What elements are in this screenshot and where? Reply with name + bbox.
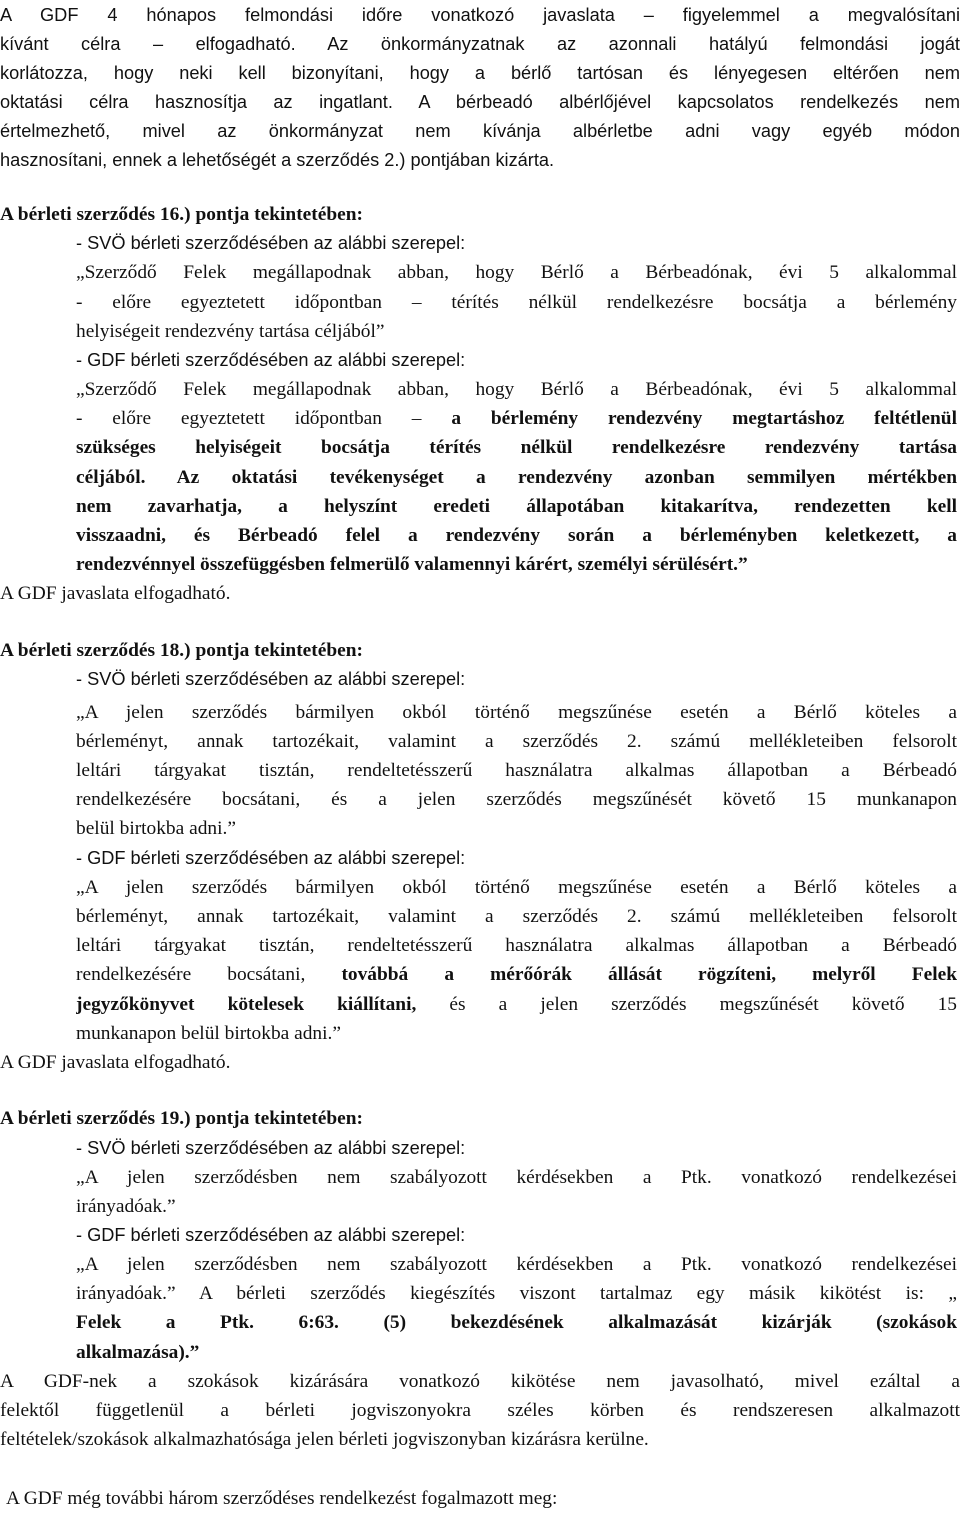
intro-line: A GDF 4 hónapos felmondási időre vonatkozó javaslata – figyelemmel a megvalósítani <box>0 5 960 25</box>
gdf-quote-bold-line: szükséges helyiségeit bocsátja térítés nélkül rendelkezésre rendezvény tartása <box>76 437 957 458</box>
gdf-quote-line: „Szerződő Felek megállapodnak abban, hogy Bérlő a Bérbeadónak, évi 5 alkalommal <box>76 379 957 400</box>
gdf-quote-line <box>76 404 957 433</box>
closing-line: A GDF még további három szerződéses rendelkezést fogalmazott meg: <box>6 1488 558 1509</box>
gdf-quote-plain: - előre egyeztetett időpontban – <box>76 408 452 429</box>
gdf-label: - GDF bérleti szerződésében az alábbi szerepel: <box>76 848 466 868</box>
gdf-quote-line: „A jelen szerződés bármilyen okból történő megszűnése esetén a Bérlő köteles a <box>76 877 957 898</box>
svo-quote-line: belül birtokba adni.” <box>76 818 236 839</box>
svo-quote-line: - előre egyeztetett időpontban – térítés nélkül rendelkezésre bocsátja a bérlemény <box>76 292 957 313</box>
section-16-heading: A bérleti szerződés 16.) pontja tekintetében: <box>0 204 363 225</box>
svo-quote-line: rendelkezésére bocsátani, és a jelen szerződés megszűnését követő 15 munkanapon <box>76 789 957 810</box>
gdf-quote-bold-line: Felek a Ptk. 6:63. (5) bekezdésének alkalmazását kizárják (szokások <box>76 1312 957 1333</box>
svo-label: - SVÖ bérleti szerződésében az alábbi szerepel: <box>76 1138 466 1158</box>
gdf-label: - GDF bérleti szerződésében az alábbi szerepel: <box>76 1225 466 1245</box>
section-16-conclusion: A GDF javaslata elfogadható. <box>0 583 231 604</box>
gdf-quote-bold: továbbá a mérőórák állását rögzíteni, melyről Felek <box>341 964 957 985</box>
section-18-heading: A bérleti szerződés 18.) pontja tekintetében: <box>0 640 363 661</box>
svo-label: - SVÖ bérleti szerződésében az alábbi szerepel: <box>76 233 466 253</box>
gdf-quote-bold-line: visszaadni, és Bérbeadó felel a rendezvény során a bérleményben keletkezett, a <box>76 525 957 546</box>
svo-quote-line: bérleményt, annak tartozékait, valamint a szerződés 2. számú mellékleteiben felsorolt <box>76 731 957 752</box>
gdf-quote-bold-line: céljából. Az oktatási tevékenységet a rendezvény azonban semmilyen mértékben <box>76 467 957 488</box>
svo-label: - SVÖ bérleti szerződésében az alábbi szerepel: <box>76 669 466 689</box>
svo-quote-line: leltári tárgyakat tisztán, rendeltetésszerű használatra alkalmas állapotban a Bérbeadó <box>76 760 957 781</box>
gdf-quote-bold: jegyzőkönyvet kötelesek kiállítani, <box>76 994 417 1015</box>
gdf-quote-line <box>76 960 957 989</box>
gdf-quote-plain: és a jelen szerződés megszűnését követő 15 <box>416 994 957 1015</box>
gdf-quote-bold-line: nem zavarhatja, a helyszínt eredeti állapotában kitakarítva, rendezetten kell <box>76 496 957 517</box>
svo-quote-line: „A jelen szerződésben nem szabályozott kérdésekben a Ptk. vonatkozó rendelkezései <box>76 1167 957 1188</box>
gdf-quote-line <box>76 990 957 1019</box>
intro-line: oktatási célra hasznosítja az ingatlant. A bérbeadó albérlőjével kapcsolatos rendelkezés nem <box>0 92 960 112</box>
gdf-quote-bold-line: rendezvénnyel összefüggésben felmerülő valamennyi kárért, személyi sérülésért.” <box>76 554 748 575</box>
gdf-quote-line: munkanapon belül birtokba adni.” <box>76 1023 341 1044</box>
gdf-quote-plain: rendelkezésére bocsátani, <box>76 964 342 985</box>
svo-quote-line: helyiségeit rendezvény tartása céljából” <box>76 321 385 342</box>
svo-quote-line: irányadóak.” <box>76 1196 176 1217</box>
svo-quote-line: „Szerződő Felek megállapodnak abban, hogy Bérlő a Bérbeadónak, évi 5 alkalommal <box>76 262 957 283</box>
gdf-quote-line: irányadóak.” A bérleti szerződés kiegészítés viszont tartalmaz egy másik kikötést is: „ <box>76 1283 957 1304</box>
gdf-quote-bold: a bérlemény rendezvény megtartáshoz feltétlenül <box>451 408 957 429</box>
final-paragraph-line: felektől függetlenül a bérleti jogviszonyokra széles körben és rendszeresen alkalmazott <box>0 1400 960 1421</box>
intro-line: korlátozza, hogy neki kell bizonyítani, hogy a bérlő tartósan és lényegesen eltérően nem <box>0 63 960 83</box>
final-paragraph-line: A GDF-nek a szokások kizárására vonatkozó kikötése nem javasolható, mivel ezáltal a <box>0 1371 960 1392</box>
final-paragraph-line: feltételek/szokások alkalmazhatósága jelen bérleti jogviszonyban kizárásra kerülne. <box>0 1429 649 1450</box>
svo-quote-line: „A jelen szerződés bármilyen okból történő megszűnése esetén a Bérlő köteles a <box>76 702 957 723</box>
gdf-quote-line: bérleményt, annak tartozékait, valamint a szerződés 2. számú mellékleteiben felsorolt <box>76 906 957 927</box>
gdf-quote-line: leltári tárgyakat tisztán, rendeltetésszerű használatra alkalmas állapotban a Bérbeadó <box>76 935 957 956</box>
intro-line: kívánt célra – elfogadható. Az önkormányzatnak az azonnali hatályú felmondási jogát <box>0 34 960 54</box>
gdf-label: - GDF bérleti szerződésében az alábbi szerepel: <box>76 350 466 370</box>
section-19-heading: A bérleti szerződés 19.) pontja tekintetében: <box>0 1108 363 1129</box>
intro-line: értelmezhető, mivel az önkormányzat nem kívánja albérletbe adni vagy egyéb módon <box>0 121 960 141</box>
intro-line: hasznosítani, ennek a lehetőségét a szerződés 2.) pontjában kizárta. <box>0 150 555 170</box>
gdf-quote-bold-line: alkalmazása).” <box>76 1342 200 1363</box>
section-18-conclusion: A GDF javaslata elfogadható. <box>0 1052 231 1073</box>
gdf-quote-line: „A jelen szerződésben nem szabályozott kérdésekben a Ptk. vonatkozó rendelkezései <box>76 1254 957 1275</box>
